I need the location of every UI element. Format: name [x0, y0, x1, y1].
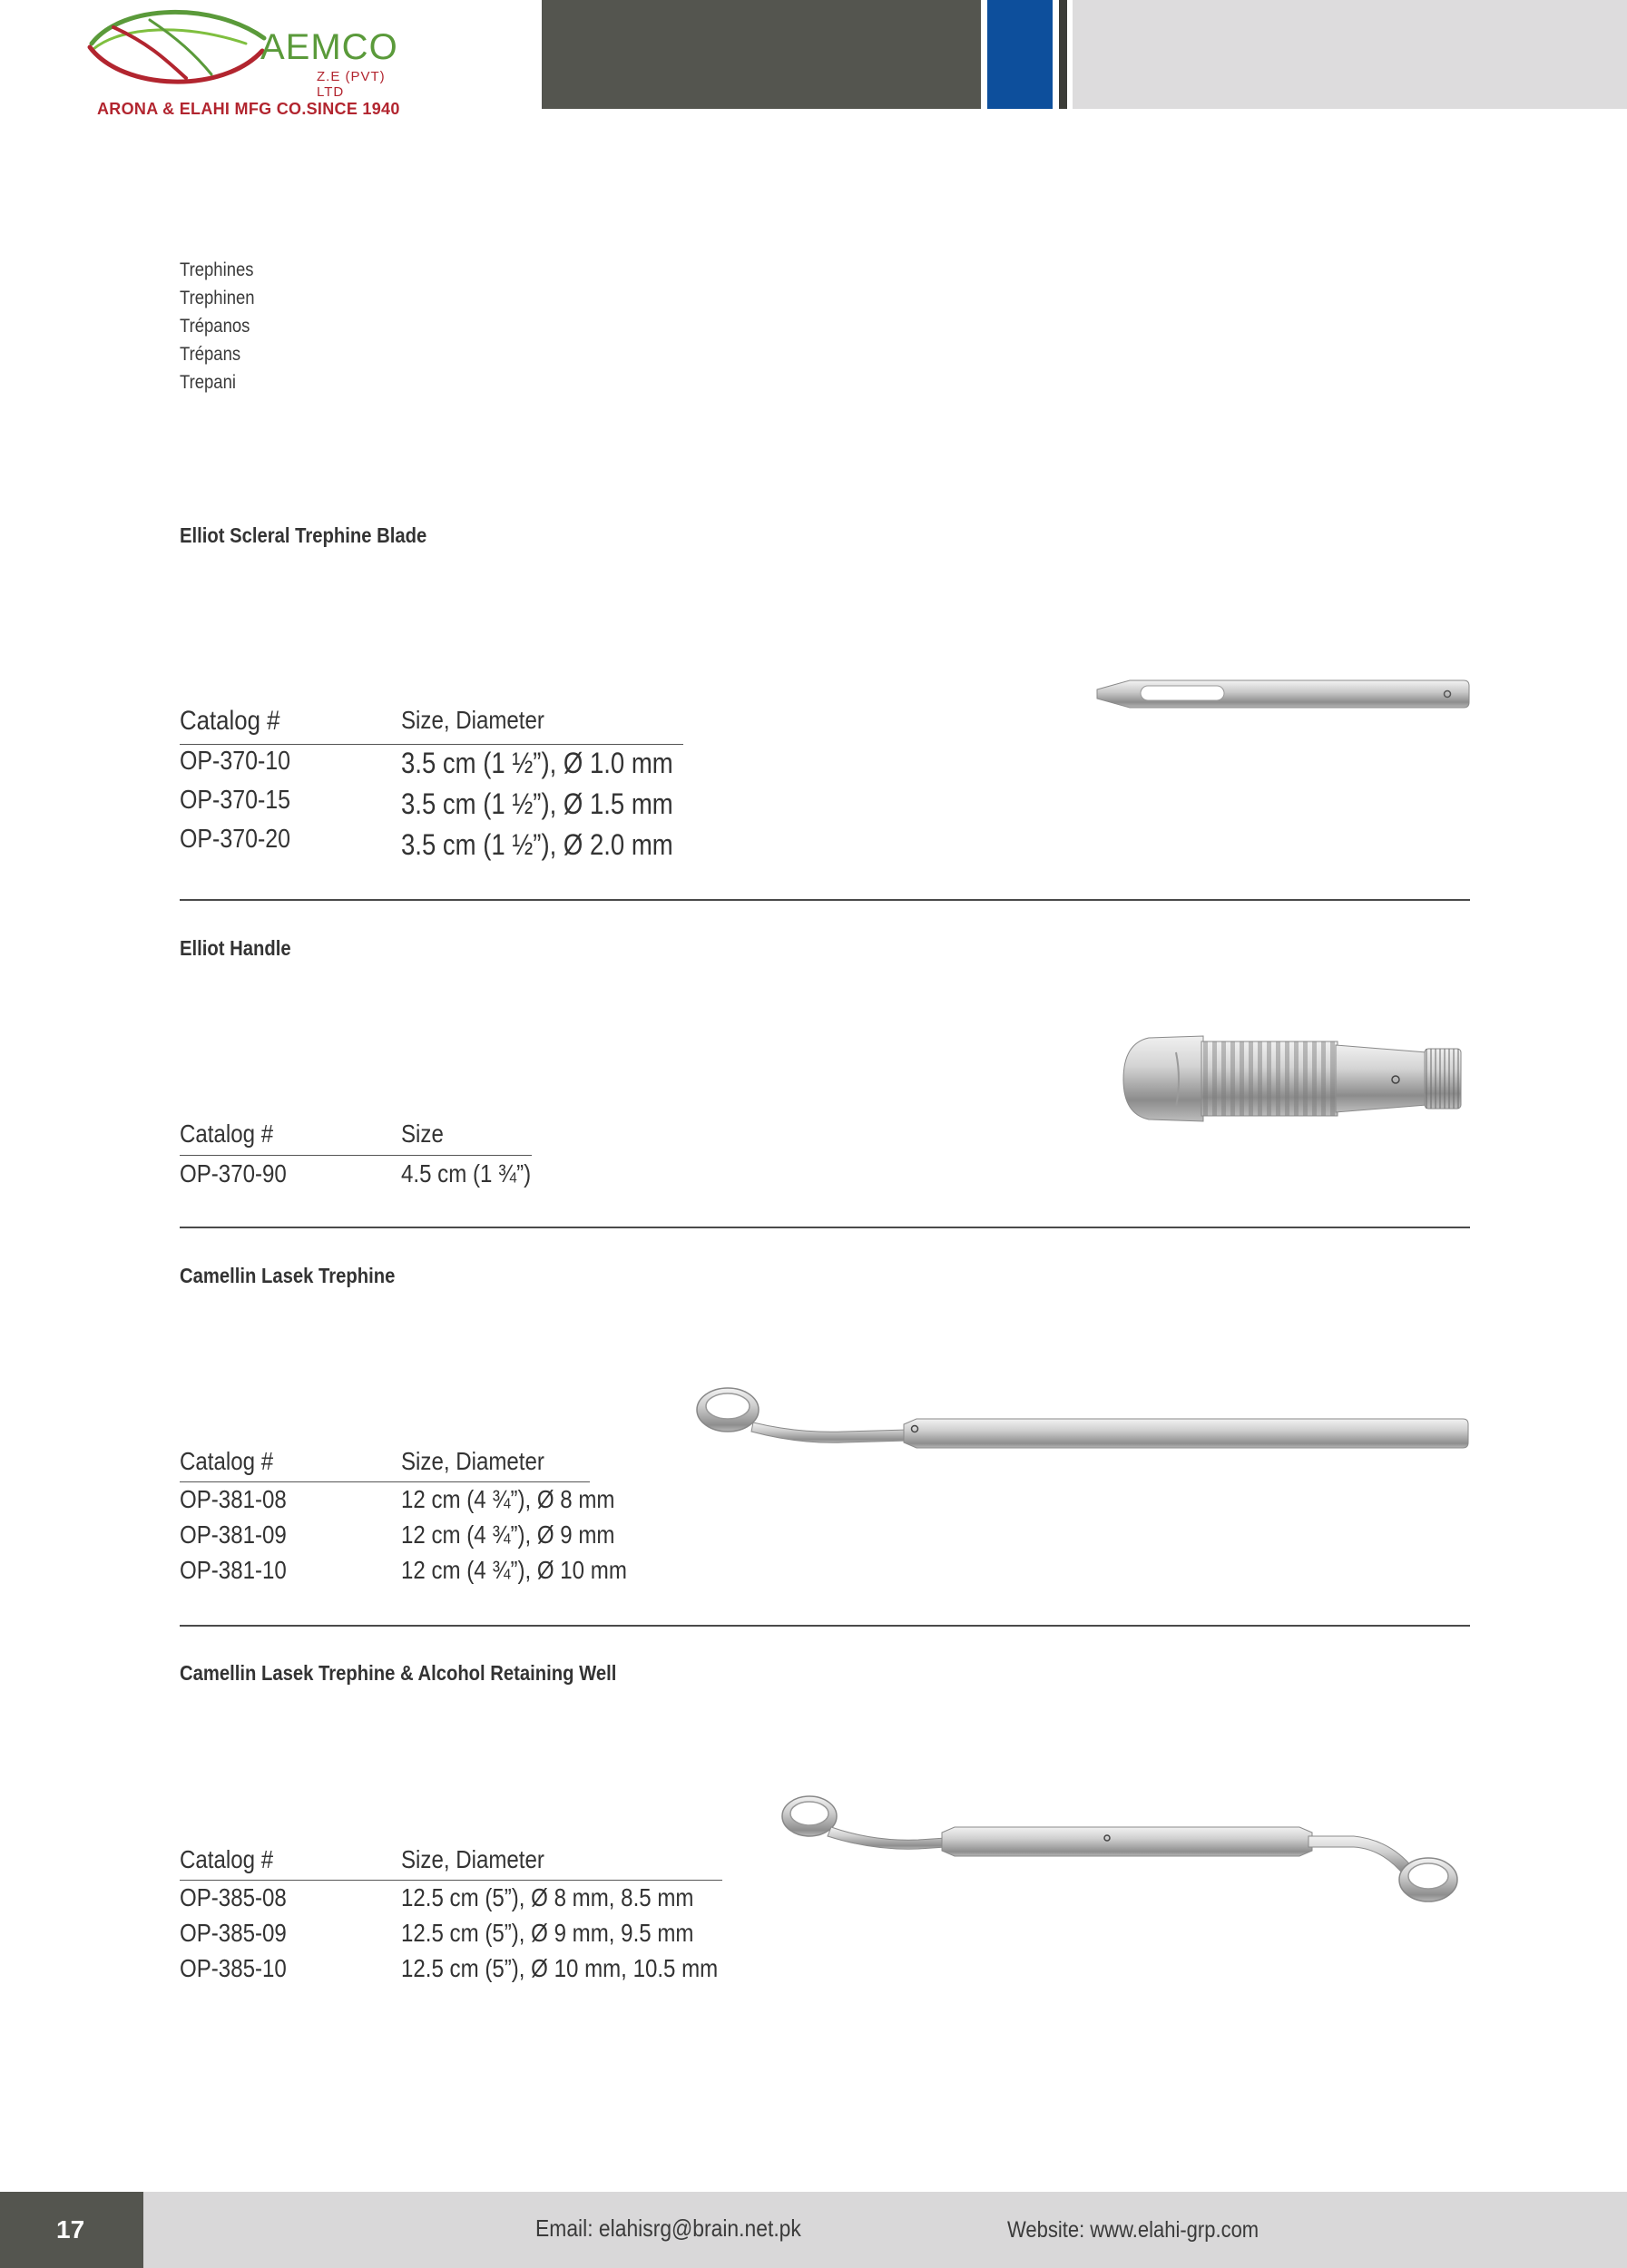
camellin-trephine-image [690, 1377, 1470, 1463]
category-french: Trépans [180, 344, 241, 365]
company-logo [86, 7, 413, 116]
catalog-table [180, 1447, 627, 1592]
catalog-header: Catalog # [180, 1119, 274, 1148]
section-divider [180, 899, 1470, 901]
catalog-table [180, 1845, 719, 1990]
catalog-number: OP-381-09 [180, 1520, 287, 1549]
section-divider [180, 1625, 1470, 1627]
size-header: Size, Diameter [401, 706, 544, 734]
leaf-logo-icon [86, 7, 268, 98]
header-light-block [1073, 0, 1627, 109]
table-rule [180, 1481, 590, 1482]
footer-website[interactable]: Website: www.elahi-grp.com [1007, 2217, 1259, 2243]
category-german: Trephinen [180, 288, 255, 308]
size-header: Size [401, 1119, 444, 1148]
elliot-handle-image [1122, 1034, 1475, 1129]
brand-subtitle: Z.E (PVT) LTD [317, 69, 386, 100]
size-value: 12 cm (4 ¾”), Ø 8 mm [401, 1485, 615, 1513]
category-spanish: Trépanos [180, 316, 250, 337]
size-value: 12.5 cm (5”), Ø 10 mm, 10.5 mm [401, 1954, 719, 1982]
section-title: Camellin Lasek Trephine & Alcohol Retaining Well [180, 1661, 617, 1685]
size-header: Size, Diameter [401, 1845, 544, 1873]
footer-bar [143, 2192, 1627, 2268]
footer-email[interactable]: Email: elahisrg@brain.net.pk [535, 2214, 801, 2242]
size-header: Size, Diameter [401, 1447, 544, 1475]
section-divider [180, 1227, 1470, 1228]
catalog-number: OP-370-10 [180, 747, 290, 776]
catalog-number: OP-385-08 [180, 1883, 287, 1911]
section-title: Elliot Scleral Trephine Blade [180, 523, 427, 547]
catalog-number: OP-370-90 [180, 1159, 287, 1188]
size-value: 12.5 cm (5”), Ø 8 mm, 8.5 mm [401, 1883, 694, 1911]
section-title: Camellin Lasek Trephine [180, 1264, 396, 1287]
catalog-number: OP-385-10 [180, 1954, 287, 1982]
catalog-table [180, 1119, 561, 1192]
catalog-number: OP-381-08 [180, 1485, 287, 1513]
category-english: Trephines [180, 259, 254, 280]
table-rule [180, 1155, 532, 1156]
size-value: 12.5 cm (5”), Ø 9 mm, 9.5 mm [401, 1919, 694, 1947]
catalog-number: OP-385-09 [180, 1919, 287, 1947]
catalog-number: OP-370-20 [180, 825, 290, 854]
page-number-block [0, 2192, 143, 2268]
trephine-retaining-well-image [773, 1789, 1472, 1911]
size-value: 3.5 cm (1 ½”), Ø 2.0 mm [401, 828, 673, 861]
header-dark-block [542, 0, 981, 109]
size-value: 12 cm (4 ¾”), Ø 9 mm [401, 1520, 615, 1549]
size-value: 3.5 cm (1 ½”), Ø 1.5 mm [401, 787, 673, 820]
catalog-header: Catalog # [180, 1447, 274, 1475]
catalog-header: Catalog # [180, 706, 280, 736]
catalog-number: OP-381-10 [180, 1556, 287, 1584]
category-italian: Trepani [180, 372, 236, 393]
catalog-header: Catalog # [180, 1845, 274, 1873]
section-title: Elliot Handle [180, 936, 291, 960]
header-blue-block [987, 0, 1053, 109]
page-number: 17 [56, 2215, 85, 2244]
trephine-blade-image [1093, 671, 1475, 721]
size-value: 12 cm (4 ¾”), Ø 10 mm [401, 1556, 627, 1584]
brand-tagline: ARONA & ELAHI MFG CO.SINCE 1940 [97, 100, 400, 118]
size-value: 4.5 cm (1 ¾”) [401, 1159, 532, 1188]
size-value: 3.5 cm (1 ½”), Ø 1.0 mm [401, 747, 673, 779]
brand-name: AEMCO [260, 27, 398, 67]
table-rule [180, 744, 683, 745]
catalog-table [180, 706, 688, 869]
catalog-number: OP-370-15 [180, 786, 290, 815]
table-rule [180, 1880, 722, 1881]
header-thin-block [1059, 0, 1067, 109]
category-names [180, 256, 265, 396]
